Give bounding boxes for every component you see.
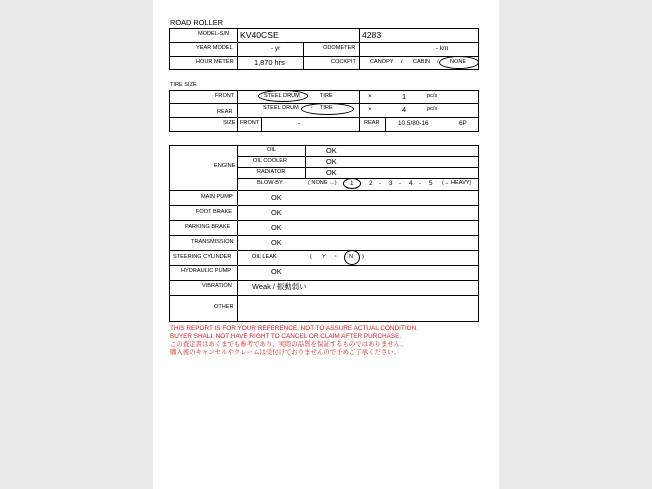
steering-cylinder-label: STEERING CYLINDER [173,254,232,260]
tire-rear-unit: pc/s [427,106,438,112]
tire-size-label: TIRE SIZE [170,82,197,88]
blowby-left: ( NONE ←) [308,180,337,186]
tire-front-selection-circle [258,90,308,102]
tire-front-times: × [368,93,372,100]
oil-leak-dot: ・ [333,254,339,260]
cockpit-sep: / [401,59,403,65]
vibration-value: Weak / 振動弱い [252,282,307,291]
cockpit-cabin: CABIN [413,59,431,65]
size-rear-ply: 6P [459,120,467,127]
oil-cooler-value: OK [326,157,337,166]
cockpit-selection-circle [439,56,479,69]
oil-label: OIL [267,147,277,153]
radiator-value: OK [326,168,337,177]
oil-leak-open: ( [310,254,312,260]
other-label: OTHER [214,304,234,310]
blowby-4: 4 [409,180,413,187]
tire-size-row-label: SIZE [223,120,236,126]
cockpit-none: NONE [450,59,467,65]
oil-leak-label: OIL LEAK [252,254,277,260]
tire-front-dot: ・ [305,93,311,99]
oil-leak-yes: Y [322,254,326,260]
oil-leak-no: N [349,254,354,260]
report-page [153,0,499,489]
radiator-label: RADIATOR [257,169,286,175]
main-pump-label: MAIN PUMP [201,194,233,200]
parking-brake-value: OK [271,223,282,232]
blowby-label: BLOW-BY [257,180,283,186]
tire-rear-dot: ・ [309,105,315,111]
oil-leak-close: ) [362,254,364,260]
size-rear-label: REAR [364,120,380,126]
model-value: KV40CSE [240,30,279,40]
model-label: MODEL-S/N [198,31,230,37]
blowby-1: 1 [350,180,354,187]
tire-rear-qty: 4 [402,105,407,114]
main-pump-value: OK [271,193,282,202]
blowby-dash-2: - [399,180,402,187]
cockpit-sep-2: / [437,59,439,65]
blowby-right: (→ HEAVY) [442,180,472,186]
tire-rear-type-steel: STEEL DRUM [263,105,299,111]
foot-brake-label: FOOT BRAKE [196,209,232,215]
disclaimer-line-3: この査定書はあくまでも参考であり、実際の品質を保証するものではありません。 [170,341,407,348]
report-title: ROAD ROLLER [170,18,223,27]
tire-front-label: FRONT [215,93,235,99]
size-rear-value: 10.5/80-16 [398,120,429,127]
size-front-value: - [298,120,301,127]
parking-brake-label: PARKING BRAKE [185,224,231,230]
disclaimer-line-1: THIS REPORT IS FOR YOUR REFERENCE, NOT TO ASSURE ACTUAL CONDITION. [170,325,418,332]
blowby-dash-1: - [379,180,382,187]
transmission-value: OK [271,238,282,247]
tire-rear-times: × [368,106,372,113]
tire-front-type-tire: TIRE [320,93,333,99]
odometer-value: - km [436,45,449,52]
hour-meter-value: 1,870 hrs [254,58,285,67]
blowby-selection-circle [343,178,361,189]
disclaimer-line-2: BUYER SHALL NOT HAVE RIGHT TO CANCEL OR CLAIM AFTER PURCHASE. [170,333,402,340]
vibration-label: VIBRATION [202,283,232,289]
blowby-2: 2 [369,180,373,187]
tire-front-qty: 1 [402,92,407,101]
tire-front-type-steel: STEEL DRUM [264,93,300,99]
transmission-label: TRANSMISSION [191,239,234,245]
oil-value: OK [326,146,337,155]
blowby-5: 5 [429,180,433,187]
tire-rear-type-tire: TIRE [320,105,333,111]
oil-cooler-label: OIL COOLER [253,158,287,164]
engine-label: ENGINE [214,163,236,169]
cockpit-canopy: CANOPY [370,59,394,65]
hydraulic-pump-value: OK [271,267,282,276]
oil-leak-selection-circle [344,250,360,265]
tire-rear-selection-circle [301,103,354,115]
tire-rear-label: REAR [217,109,233,115]
hydraulic-pump-label: HYDRAULIC PUMP [181,268,232,274]
blowby-dash-3: - [419,180,422,187]
tire-front-unit: pc/s [427,93,438,99]
odometer-label: ODOMETER [323,45,356,51]
size-front-label: FRONT [240,120,260,126]
disclaimer-line-4: 購入後のキャンセルやクレームは受付けておりませんので予めご了承ください。 [170,349,401,356]
cockpit-label: COCKPIT [331,59,356,65]
serial-value: 4283 [362,30,382,40]
year-value: - yr [271,45,281,52]
foot-brake-value: OK [271,208,282,217]
hour-meter-label: HOUR METER [196,59,234,65]
blowby-3: 3 [389,180,393,187]
year-label: YEAR MODEL [196,45,233,51]
